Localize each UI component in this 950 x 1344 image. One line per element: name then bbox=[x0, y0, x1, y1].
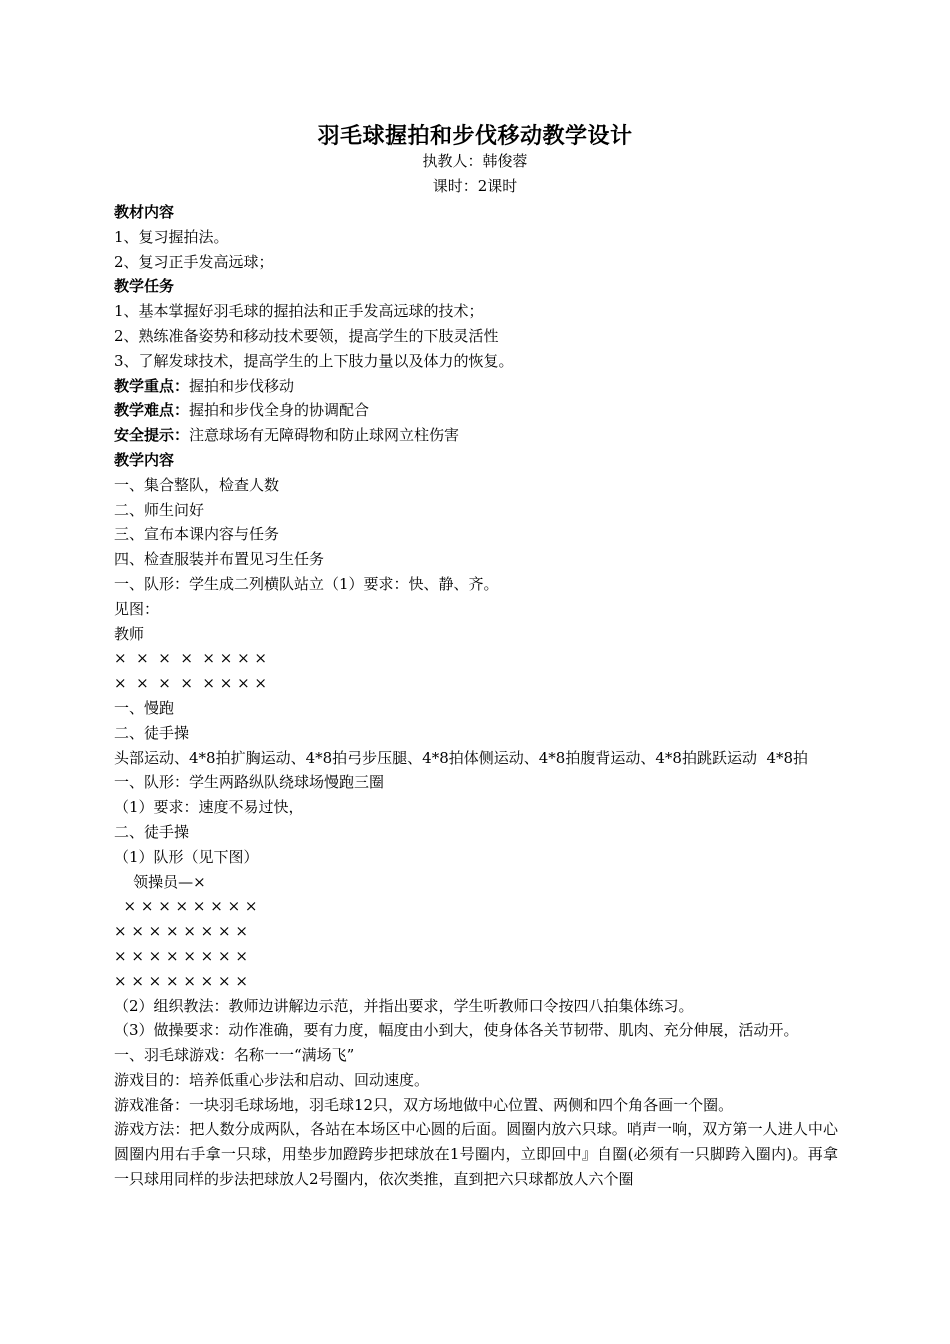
content-line: 一、队形：学生两路纵队绕球场慢跑三圈 bbox=[114, 773, 385, 792]
key-point-label: 教学重点： bbox=[114, 376, 190, 395]
content-line: 二、师生问好 bbox=[114, 500, 205, 519]
section-heading-task: 教学任务 bbox=[114, 277, 175, 296]
document-title: 羽毛球握拍和步伐移动教学设计 bbox=[317, 124, 633, 149]
content-line: （2）组织教法：教师边讲解边示范，并指出要求，学生听教师口令按四八拍集体练习。 bbox=[114, 996, 694, 1015]
material-item-1: 1、复习握拍法。 bbox=[114, 227, 229, 246]
content-line: 一、羽毛球游戏：名称一一“满场飞” bbox=[114, 1046, 355, 1065]
key-point-line bbox=[114, 374, 838, 399]
formation-leader-label: 领操员—× bbox=[114, 872, 206, 891]
task-item-2: 2、熟练准备姿势和移动技术要领，提高学生的下肢灵活性 bbox=[114, 326, 499, 345]
content-line: 三、宣布本课内容与任务 bbox=[114, 525, 280, 544]
game-method-paragraph: 游戏方法：把人数分成两队，各站在本场区中心圆的后面。圆圈内放六只球。哨声一响，双方第一人进人中心圆圈内用右手拿一只球，用垫步加蹬跨步把球放在1号圈内，立即回中』自圈(必须有一只脚跨入圈内)。再拿一只球用同样的步法把球放人2号圈内，依次类推，直到把六只球都放人六个圈 bbox=[114, 1120, 838, 1189]
safety-label: 安全提示： bbox=[114, 426, 190, 445]
content-line: 一、队形：学生成二列横队站立（1）要求：快、静、齐。 bbox=[114, 574, 499, 593]
content-line: 游戏目的：培养低重心步法和启动、回动速度。 bbox=[114, 1070, 430, 1089]
class-hours-line: 课时：2课时 bbox=[432, 177, 518, 195]
task-item-3: 3、了解发球技术，提高学生的上下肢力量以及体力的恢复。 bbox=[114, 351, 514, 370]
formation-row: × × × × × × × × bbox=[114, 649, 267, 668]
section-heading-material: 教材内容 bbox=[114, 203, 175, 221]
difficulty-label: 教学难点： bbox=[114, 401, 190, 420]
content-line: 四、检查服装并布置见习生任务 bbox=[114, 550, 325, 569]
formation-row: × × × × × × × × bbox=[114, 922, 248, 941]
teacher-line: 执教人：韩俊蓉 bbox=[422, 152, 528, 170]
safety-line bbox=[114, 423, 838, 448]
content-line: （1）要求：速度不易过快， bbox=[114, 798, 304, 817]
document-body bbox=[114, 200, 838, 1192]
content-line: 一、慢跑 bbox=[114, 698, 175, 717]
formation-row: × × × × × × × × bbox=[114, 971, 248, 990]
content-line: 二、徒手操 bbox=[114, 723, 190, 742]
safety-text: 注意球场有无障碍物和防止球网立柱伤害 bbox=[189, 426, 460, 445]
content-line: （1）队形（见下图） bbox=[114, 847, 259, 866]
formation-teacher-label: 教师 bbox=[114, 624, 145, 643]
formation-row: × × × × × × × × bbox=[114, 674, 267, 693]
section-heading-content: 教学内容 bbox=[114, 450, 175, 469]
content-line: 一、集合整队，检查人数 bbox=[114, 475, 280, 494]
content-line: 见图： bbox=[114, 599, 160, 618]
exercise-list-line: 头部运动、4*8拍扩胸运动、4*8拍弓步压腿、4*8拍体侧运动、4*8拍腹背运动、4*8拍跳跃运动 4*8拍 bbox=[114, 748, 809, 767]
task-item-1: 1、基本掌握好羽毛球的握拍法和正手发高远球的技术； bbox=[114, 302, 484, 321]
difficulty-text: 握拍和步伐全身的协调配合 bbox=[189, 401, 370, 420]
material-item-2: 2、复习正手发高远球； bbox=[114, 252, 274, 271]
formation-row: × × × × × × × × bbox=[114, 897, 258, 916]
difficulty-line bbox=[114, 398, 838, 423]
formation-row: × × × × × × × × bbox=[114, 946, 248, 965]
content-line: （3）做操要求：动作准确，要有力度，幅度由小到大，使身体各关节韧带、肌肉、充分伸展，活动开。 bbox=[114, 1021, 799, 1040]
key-point-text: 握拍和步伐移动 bbox=[189, 376, 295, 395]
content-line: 游戏准备：一块羽毛球场地，羽毛球12只，双方场地做中心位置、两侧和四个角各画一个圈。 bbox=[114, 1095, 734, 1114]
content-line: 二、徒手操 bbox=[114, 822, 190, 841]
